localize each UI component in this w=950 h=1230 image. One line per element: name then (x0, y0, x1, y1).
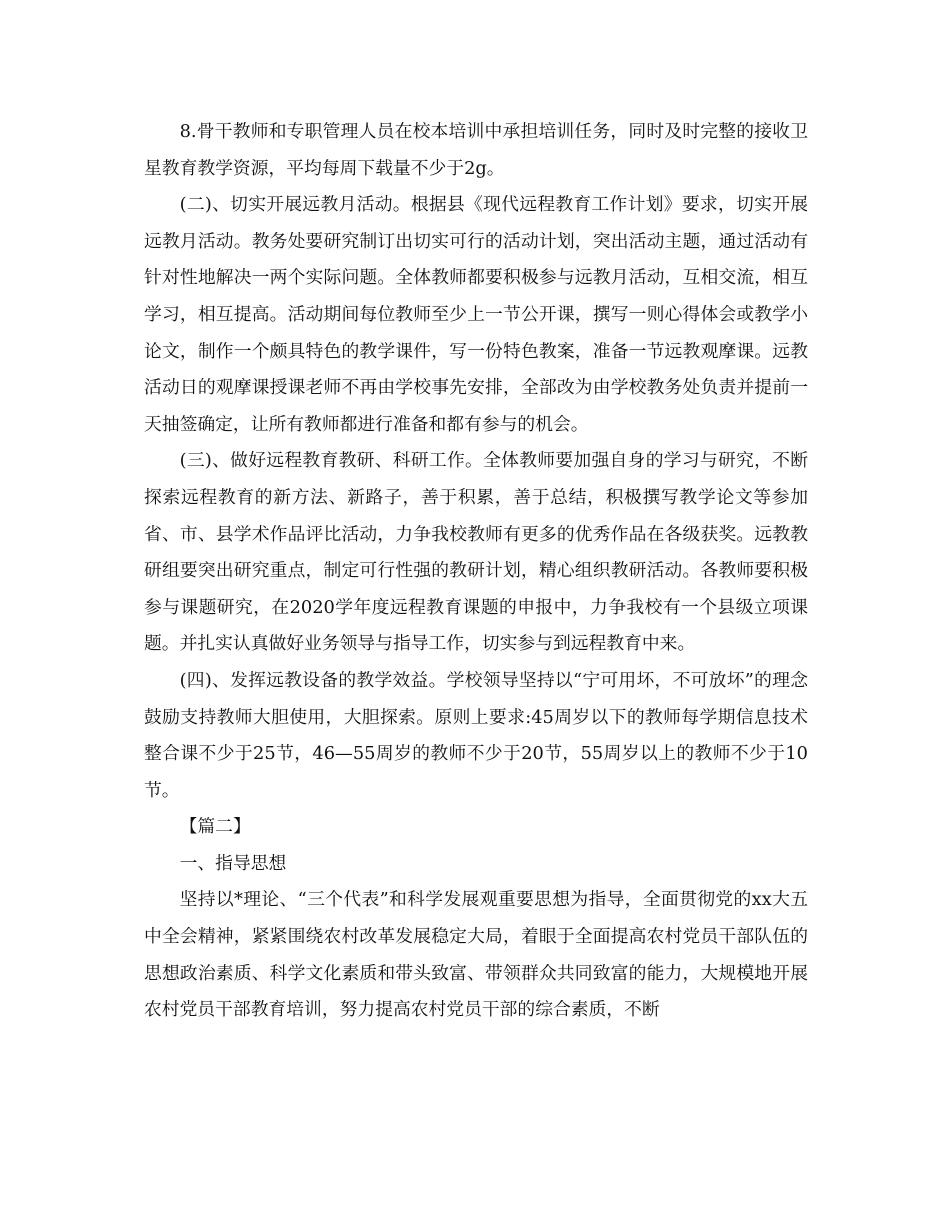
paragraph-item-8: 8.骨干教师和专职管理人员在校本培训中承担培训任务，同时及时完整的接收卫星教育教学资源，平均每周下载量不少于2g。 (144, 121, 808, 179)
section-label: 【篇二】 (179, 816, 251, 838)
paragraph-section-3: (三)、做好远程教育教研、科研工作。全体教师要加强自身的学习与研究，不断探索远程教育的新方法、新路子，善于积累，善于总结，积极撰写教学论文等参加省、市、县学术作品评比活动，力争我校教师有更多的优秀作品在各级获奖。远教教研组要突出研究重点，制定可行性强的教研计划，精心组织教研活动。各教师要积极参与课题研究，在2020学年度远程教育课题的申报中，力争我校有一个县级立项课题。并扎实认真做好业务领导与指导工作，切实参与到远程教育中来。 (144, 450, 808, 655)
paragraph-section-2: (二)、切实开展远教月活动。根据县《现代远程教育工作计划》要求，切实开展远教月活动。教务处要研究制订出切实可行的活动计划，突出活动主题，通过活动有针对性地解决一两个实际问题。全体教师都要积极参与远教月活动，互相交流，相互学习，相互提高。活动期间每位教师至少上一节公开课，撰写一则心得体会或教学小论文，制作一个颇具特色的教学课件，写一份特色教案，准备一节远教观摩课。远教活动日的观摩课授课老师不再由学校事先安排，全部改为由学校教务处负责并提前一天抽签确定，让所有教师都进行准备和都有参与的机会。 (144, 194, 808, 435)
document-body (144, 114, 808, 1029)
paragraph-section-4: (四)、发挥远教设备的教学效益。学校领导坚持以“宁可用坏，不可放坏”的理念鼓励支持教师大胆使用，大胆探索。原则上要求:45周岁以下的教师每学期信息技术整合课不少于25节，46—55周岁的教师不少于20节，55周岁以上的教师不少于10节。 (144, 669, 808, 801)
paragraph-guiding-thought: 坚持以*理论、“三个代表”和科学发展观重要思想为指导，全面贯彻党的xx大五中全会精神，紧紧围绕农村改革发展稳定大局，着眼于全面提高农村党员干部队伍的思想政治素质、科学文化素质和带头致富、带领群众共同致富的能力，大规模地开展农村党员干部教育培训，努力提高农村党员干部的综合素质，不断 (144, 889, 808, 1021)
subheading-guiding-thought: 一、指导思想 (179, 852, 287, 874)
